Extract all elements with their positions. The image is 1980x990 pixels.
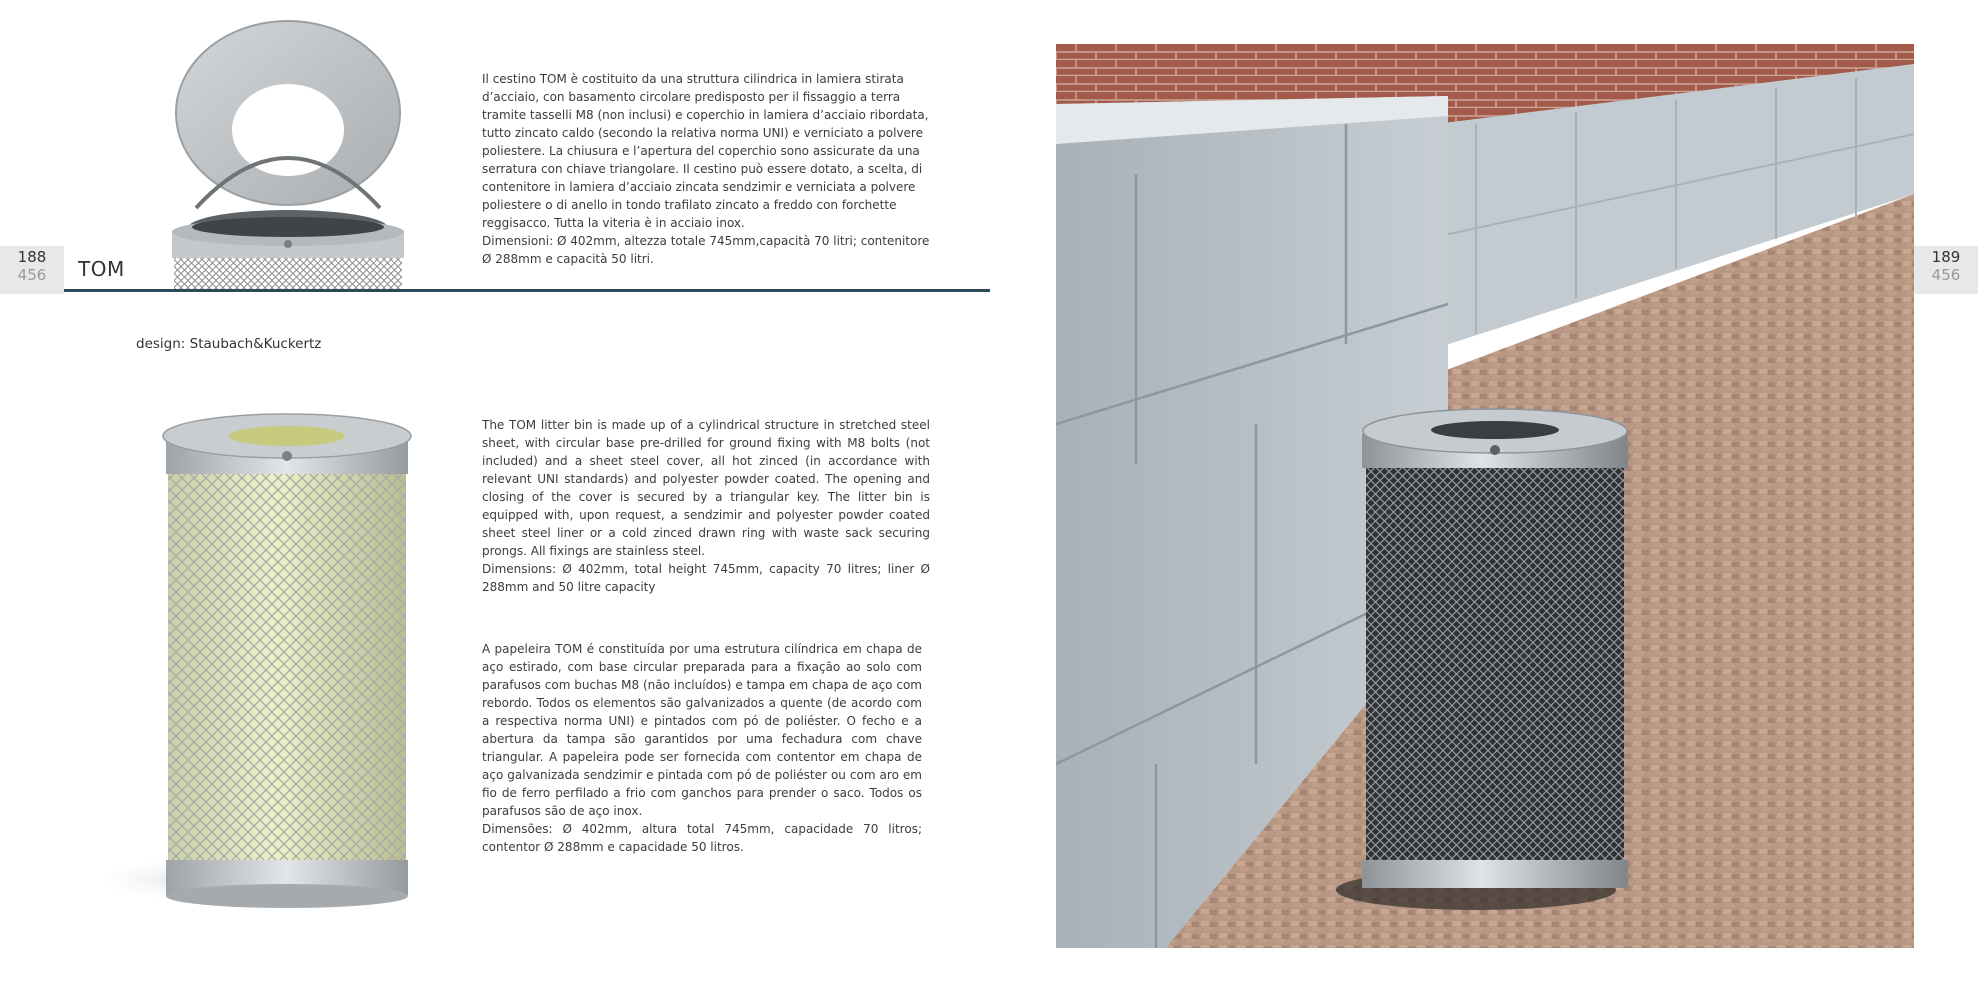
bin-product-image (110, 400, 440, 910)
dimensions-it: Dimensioni: Ø 402mm, altezza totale 745mm,capacità 70 litri; contenitore Ø 288mm e capacità 50 litri. (482, 234, 930, 266)
bin-in-situ-photo (1056, 44, 1914, 948)
page-number: 188 (17, 248, 47, 266)
page-number-left (0, 246, 64, 294)
designer-credit: design: Staubach&Kuckertz (136, 336, 322, 352)
bin-open-lid-image (160, 18, 420, 290)
title-rule (64, 289, 990, 292)
description-it-body: Il cestino TOM è costituito da una struttura cilindrica in lamiera stirata d’acciaio, con basamento circolare predisposto per il fissaggio a terra tramite tasselli M8 (non inclusi) e coperchio in lamiera d’acciaio ribordata, tutto zincato caldo (secondo la relativa norma UNI) e verniciato a polvere poliestere. La chiusura e l’apertura del coperchio sono assicurate da una serratura con chiave triangolare. Il cestino può essere dotato, a scelta, di contenitore in lamiera d’acciaio zincata sendzimir e verniciata a polvere poliestere o di anello in tondo trafilato zincato a freddo con forchette reggisacco. Tutta la viteria è in acciaio inox. (482, 72, 929, 230)
dimensions-en: Dimensions: Ø 402mm, total height 745mm, capacity 70 litres; liner Ø 288mm and 50 litre capacity (482, 562, 930, 594)
page-total: 456 (1931, 266, 1961, 284)
product-title: TOM (78, 257, 125, 281)
right-page (1000, 0, 1980, 990)
page-total: 456 (17, 266, 47, 284)
description-en-body: The TOM litter bin is made up of a cylindrical structure in stretched steel sheet, with circular base pre-drilled for ground fixing with M8 bolts (not included) and a sheet steel cover, all hot zinced (in accordance with relevant UNI standards) and polyester powder coated. The opening and closing of the cover is secured by a triangular key. The litter bin is equipped with, upon request, a sendzimir and polyester powder coated sheet steel liner or a cold zinced drawn ring with waste sack securing prongs. All fixings are stainless steel. (482, 418, 930, 558)
description-english (482, 416, 930, 596)
description-portuguese (482, 640, 922, 856)
page-number-right (1914, 246, 1978, 294)
description-pt-body: A papeleira TOM é constituída por uma estrutura cilíndrica em chapa de aço estirado, com base circular preparada para a fixação ao solo com parafusos com buchas M8 (não incluídos) e tampa em chapa de aço com rebordo. Todos os elementos são galvanizados a quente (de acordo com a respectiva norma UNI) e pintados com pó de poliéster. O fecho e a abertura da tampa são garantidos por uma fechadura com chave triangular. A papeleira pode ser fornecida com contentor em chapa de aço galvanizada sendzimir e pintada com pó de poliéster ou com aro em fio de ferro perfilado a frio com ganchos para prender o saco. Todos os parafusos são de aço inox. (482, 642, 922, 818)
page-number: 189 (1931, 248, 1961, 266)
dimensions-pt: Dimensões: Ø 402mm, altura total 745mm, capacidade 70 litros; contentor Ø 288mm e capacidade 50 litros. (482, 822, 922, 854)
description-italian (482, 70, 930, 268)
